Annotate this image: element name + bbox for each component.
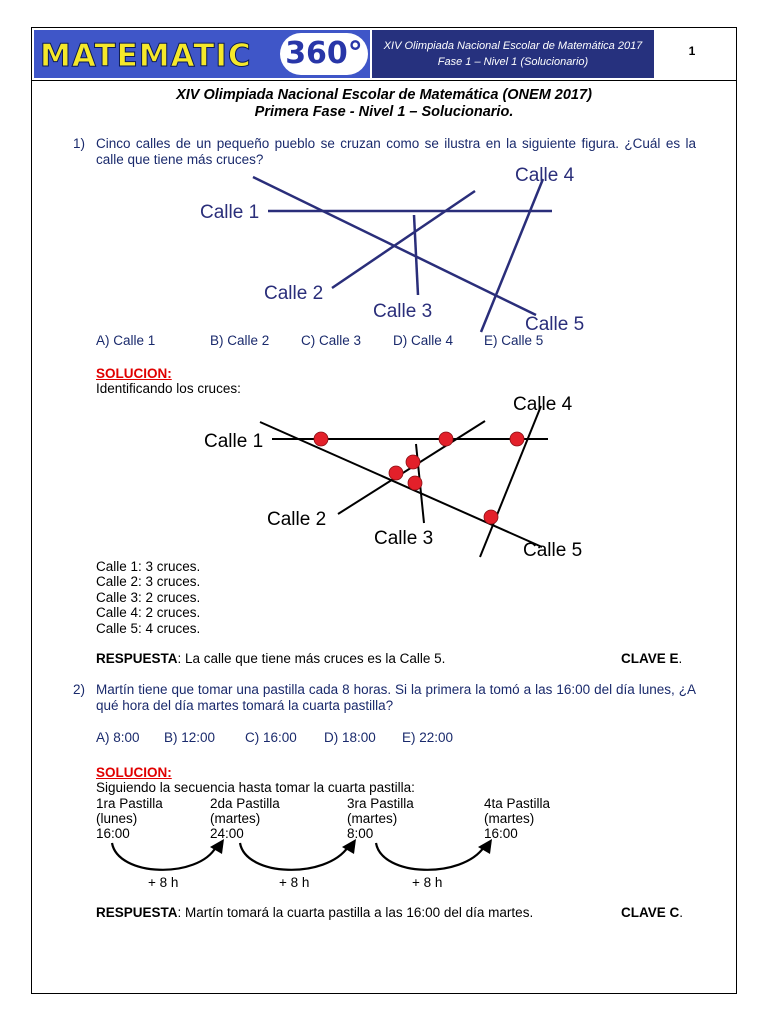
header-divider: [32, 80, 736, 81]
street-4-line: [481, 179, 543, 332]
step-label: + 8 h: [412, 875, 443, 890]
crossing-count: Calle 5: 4 cruces.: [96, 621, 201, 636]
clave-text: CLAVE E: [621, 651, 679, 666]
crossing-count: Calle 3: 2 cruces.: [96, 590, 201, 605]
pill-name: 1ra Pastilla: [96, 796, 163, 811]
figure-label-calle-1: Calle 1: [204, 431, 264, 452]
problem-2-solution-label: SOLUCION:: [96, 765, 172, 780]
problem-2-option-d: D) 18:00: [324, 730, 376, 745]
header-info-line2: Fase 1 – Nivel 1 (Solucionario): [437, 56, 589, 68]
problem-1-option-c: C) Calle 3: [301, 333, 362, 348]
intersection-dot: [439, 432, 453, 446]
intersection-dot: [484, 510, 498, 524]
step-label: + 8 h: [279, 875, 310, 890]
matematic-360-logo: [34, 30, 370, 78]
intersection-dot: [510, 432, 524, 446]
problem-1-number: 1): [73, 136, 86, 151]
header-info: [372, 30, 654, 78]
answer-text: : La calle que tiene más cruces es la Calle 5.: [177, 651, 446, 666]
answer-text: : Martín tomará la cuarta pastilla a las 16:00 del día martes.: [177, 905, 534, 920]
intersection-dot: [408, 476, 422, 490]
step-label: + 8 h: [148, 875, 179, 890]
clave-dot: .: [679, 905, 684, 920]
problem-2-solution-intro: Siguiendo la secuencia hasta tomar la cuarta pastilla:: [96, 780, 415, 795]
problem-2-answer: [96, 905, 533, 920]
problem-1-solution-intro: Identificando los cruces:: [96, 381, 241, 396]
page-header: [32, 28, 736, 80]
intersection-dot: [406, 455, 420, 469]
figure-label-calle-2: Calle 2: [267, 509, 327, 530]
pill-day: (martes): [347, 811, 398, 826]
figure-label-calle-2: Calle 2: [264, 283, 324, 304]
problem-2-text: Martín tiene que tomar una pastilla cada 8 horas. Si la primera la tomó a las 16:00 del día lunes, ¿A qué hora del día martes tomará la cuarta pastilla?: [96, 682, 696, 713]
figure-label-calle-4: Calle 4: [515, 165, 575, 186]
answer-label: RESPUESTA: [96, 651, 178, 666]
pill-day: (martes): [484, 811, 535, 826]
pill-time: 16:00: [484, 826, 518, 841]
problem-2-option-b: B) 12:00: [164, 730, 216, 745]
problem-2-number: 2): [73, 682, 86, 697]
figure-label-calle-4: Calle 4: [513, 394, 573, 415]
figure-label-calle-5: Calle 5: [525, 314, 585, 335]
pill-day: (martes): [210, 811, 261, 826]
logo-text: MATEMATIC: [40, 38, 252, 74]
intersection-dot: [389, 466, 403, 480]
pill-time: 24:00: [210, 826, 244, 841]
arrow-curve: [112, 843, 216, 870]
figure-label-calle-1: Calle 1: [200, 202, 260, 223]
problem-1-text: Cinco calles de un pequeño pueblo se cruzan como se ilustra en la siguiente figura. ¿Cuál es la calle que tiene más cruces?: [96, 136, 696, 167]
arrow-curve: [240, 843, 348, 870]
problem-2-clave: [621, 905, 683, 920]
problem-1-solution-label: SOLUCION:: [96, 366, 172, 381]
problem-1-answer: [96, 651, 445, 666]
header-info-line1: XIV Olimpiada Nacional Escolar de Matemática 2017: [383, 40, 643, 52]
figure-label-calle-5: Calle 5: [523, 540, 583, 560]
clave-text: CLAVE C: [621, 905, 680, 920]
pill-name: 4ta Pastilla: [484, 796, 551, 811]
street-4-line: [480, 406, 541, 557]
crossing-count: Calle 1: 3 cruces.: [96, 559, 201, 574]
problem-1-option-a: A) Calle 1: [96, 333, 156, 348]
intersections-figure: [200, 392, 600, 560]
answer-label: RESPUESTA: [96, 905, 178, 920]
logo-number: 360°: [280, 33, 368, 75]
arrow-curve: [376, 843, 484, 870]
pill-name: 2da Pastilla: [210, 796, 280, 811]
problem-2-option-c: C) 16:00: [245, 730, 297, 745]
figure-label-calle-3: Calle 3: [374, 528, 434, 549]
pill-day: (lunes): [96, 811, 138, 826]
problem-1-option-b: B) Calle 2: [210, 333, 270, 348]
clave-dot: .: [678, 651, 683, 666]
pill-time: 16:00: [96, 826, 130, 841]
problem-2-option-e: E) 22:00: [402, 730, 454, 745]
problem-2-option-a: A) 8:00: [96, 730, 140, 745]
streets-figure: [196, 160, 606, 336]
intersection-dot: [314, 432, 328, 446]
document-title: XIV Olimpiada Nacional Escolar de Matemática (ONEM 2017): [176, 87, 592, 103]
pill-time: 8:00: [347, 826, 374, 841]
pill-name: 3ra Pastilla: [347, 796, 414, 811]
page-number: 1: [688, 44, 696, 58]
figure-label-calle-3: Calle 3: [373, 301, 433, 322]
document-subtitle: Primera Fase - Nivel 1 – Solucionario.: [254, 104, 514, 120]
crossing-count: Calle 2: 3 cruces.: [96, 574, 201, 589]
problem-1-option-d: D) Calle 4: [393, 333, 454, 348]
problem-1-option-e: E) Calle 5: [484, 333, 544, 348]
crossing-count: Calle 4: 2 cruces.: [96, 605, 201, 620]
problem-1-clave: [621, 651, 682, 666]
